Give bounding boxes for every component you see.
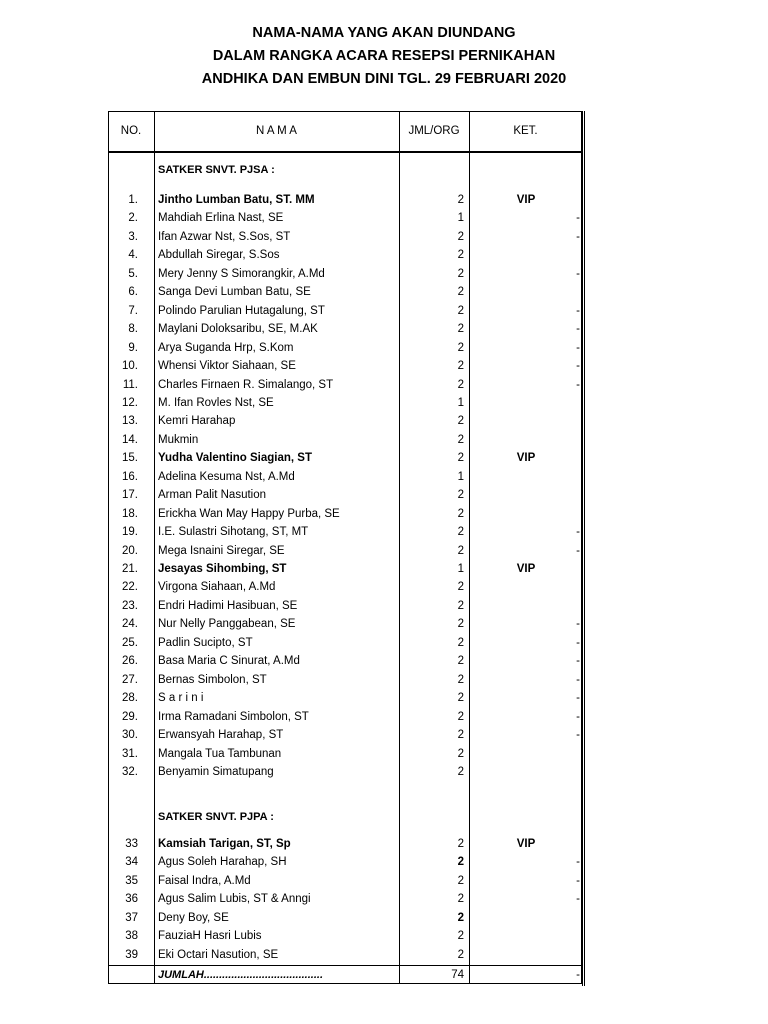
guest-name: Bernas Simbolon, ST [158,674,267,686]
guest-name: Yudha Valentino Siagian, ST [158,452,313,464]
guest-count: 2 [457,893,464,905]
guest-count: 1 [457,397,464,409]
guest-name: Padlin Sucipto, ST [158,637,253,649]
row-dash: - [576,268,580,280]
guest-name: Ifan Azwar Nst, S.Sos, ST [158,231,291,243]
guest-name: Agus Soleh Harahap, SH [158,856,287,868]
row-number: 2. [128,212,138,224]
row-number: 22. [122,581,138,593]
row-dash: - [576,545,580,557]
guest-count: 2 [457,949,464,961]
row-dash: - [576,212,580,224]
row-number: 26. [122,655,138,667]
guest-name: Faisal Indra, A.Md [158,875,251,887]
guest-count: 2 [457,711,464,723]
guest-name: Nur Nelly Panggabean, SE [158,618,296,630]
section-label-pjsa: SATKER SNVT. PJSA : [158,164,275,176]
document-title-line-2: DALAM RANGKA ACARA RESEPSI PERNIKAHAN [212,48,556,64]
guest-count: 2 [457,194,464,206]
row-number: 12. [122,397,138,409]
guest-name: Erickha Wan May Happy Purba, SE [158,508,340,520]
row-number: 4. [128,249,138,261]
document-title-line-3: ANDHIKA DAN EMBUN DINI TGL. 29 FEBRUARI 2020 [201,71,567,87]
guest-name: Jintho Lumban Batu, ST. MM [158,194,315,206]
row-number: 7. [128,305,138,317]
row-dash: - [576,231,580,243]
guest-count: 2 [457,618,464,630]
guest-count: 2 [457,489,464,501]
guest-name: Kamsiah Tarigan, ST, Sp [158,838,291,850]
guest-count: 2 [457,434,464,446]
guest-name: M. Ifan Rovles Nst, SE [158,397,274,409]
row-number: 14. [122,434,138,446]
row-dash: - [576,692,580,704]
guest-count: 2 [457,600,464,612]
guest-name: Deny Boy, SE [158,912,229,924]
total-dash: - [576,969,580,981]
guest-count: 2 [457,856,464,868]
guest-count: 1 [457,563,464,575]
header-ket: KET. [513,125,538,137]
total-label: JUMLAH....................................... [158,969,324,981]
row-dash: - [576,856,580,868]
row-dash: - [576,875,580,887]
guest-count: 2 [457,323,464,335]
guest-name: Erwansyah Harahap, ST [158,729,284,741]
guest-status: VIP [516,194,536,206]
guest-name: Benyamin Simatupang [158,766,274,778]
row-number: 25. [122,637,138,649]
row-number: 33 [125,838,138,850]
guest-name: Irma Ramadani Simbolon, ST [158,711,309,723]
row-number: 24. [122,618,138,630]
guest-count: 2 [457,249,464,261]
row-number: 15. [122,452,138,464]
row-number: 10. [122,360,138,372]
guest-name: Mangala Tua Tambunan [158,748,282,760]
guest-name: I.E. Sulastri Sihotang, ST, MT [158,526,309,538]
document-title-line-1: NAMA-NAMA YANG AKAN DIUNDANG [252,25,516,41]
guest-count: 2 [457,766,464,778]
guest-count: 2 [457,692,464,704]
row-number: 5. [128,268,138,280]
guest-name: Arya Suganda Hrp, S.Kom [158,342,294,354]
guest-count: 1 [457,212,464,224]
row-number: 16. [122,471,138,483]
row-dash: - [576,342,580,354]
row-number: 23. [122,600,138,612]
row-number: 17. [122,489,138,501]
guest-count: 2 [457,415,464,427]
guest-count: 2 [457,637,464,649]
row-dash: - [576,379,580,391]
guest-name: Mukmin [158,434,199,446]
row-dash: - [576,711,580,723]
header-no: NO. [120,125,142,137]
row-number: 38 [125,930,138,942]
row-number: 27. [122,674,138,686]
guest-name: Basa Maria C Sinurat, A.Md [158,655,300,667]
row-dash: - [576,637,580,649]
guest-count: 2 [457,581,464,593]
row-number: 35 [125,875,138,887]
guest-name: Mahdiah Erlina Nast, SE [158,212,284,224]
guest-count: 2 [457,655,464,667]
row-number: 31. [122,748,138,760]
table-right-double-border [582,111,585,986]
guest-count: 2 [457,286,464,298]
row-number: 13. [122,415,138,427]
guest-count: 2 [457,508,464,520]
guest-count: 2 [457,268,464,280]
guest-name: S a r i n i [158,692,204,704]
row-dash: - [576,618,580,630]
row-dash: - [576,729,580,741]
guest-name: Sanga Devi Lumban Batu, SE [158,286,311,298]
guest-status: VIP [516,563,536,575]
guest-name: Eki Octari Nasution, SE [158,949,279,961]
section-label-pjpa: SATKER SNVT. PJPA : [158,811,274,823]
guest-count: 2 [457,360,464,372]
row-number: 8. [128,323,138,335]
guest-name: Polindo Parulian Hutagalung, ST [158,305,325,317]
header-jml: JML/ORG [408,125,460,137]
guest-name: FauziaH Hasri Lubis [158,930,262,942]
guest-name: Arman Palit Nasution [158,489,267,501]
row-number: 29. [122,711,138,723]
guest-count: 2 [457,305,464,317]
row-dash: - [576,674,580,686]
row-number: 11. [122,379,138,391]
guest-name: Virgona Siahaan, A.Md [158,581,276,593]
guest-count: 2 [457,452,464,464]
row-number: 19. [122,526,138,538]
row-number: 1. [128,194,138,206]
guest-count: 2 [457,526,464,538]
guest-count: 2 [457,545,464,557]
guest-count: 2 [457,912,464,924]
guest-name: Charles Firnaen R. Simalango, ST [158,379,334,391]
total-value: 74 [451,969,464,981]
row-dash: - [576,305,580,317]
header-nama: N A M A [256,125,297,137]
row-number: 3. [128,231,138,243]
guest-count: 2 [457,875,464,887]
guest-name: Agus Salim Lubis, ST & Anngi [158,893,311,905]
row-number: 32. [122,766,138,778]
guest-status: VIP [516,838,536,850]
row-number: 37 [125,912,138,924]
guest-name: Kemri Harahap [158,415,236,427]
row-number: 28. [122,692,138,704]
guest-name: Endri Hadimi Hasibuan, SE [158,600,298,612]
guest-count: 2 [457,838,464,850]
guest-name: Maylani Doloksaribu, SE, M.AK [158,323,318,335]
row-dash: - [576,655,580,667]
guest-count: 2 [457,674,464,686]
row-number: 9. [128,342,138,354]
column-divider [469,111,470,984]
guest-count: 2 [457,231,464,243]
guest-name: Jesayas Sihombing, ST [158,563,287,575]
row-dash: - [576,526,580,538]
row-number: 36 [125,893,138,905]
column-divider [154,111,155,984]
guest-count: 1 [457,471,464,483]
row-number: 21. [122,563,138,575]
row-number: 6. [128,286,138,298]
row-number: 39 [125,949,138,961]
guest-count: 2 [457,729,464,741]
guest-status: VIP [516,452,536,464]
guest-name: Mery Jenny S Simorangkir, A.Md [158,268,325,280]
row-number: 34 [125,856,138,868]
guest-count: 2 [457,930,464,942]
guest-count: 2 [457,379,464,391]
guest-count: 2 [457,748,464,760]
row-dash: - [576,360,580,372]
row-dash: - [576,323,580,335]
row-dash: - [576,893,580,905]
guest-name: Whensi Viktor Siahaan, SE [158,360,296,372]
guest-name: Abdullah Siregar, S.Sos [158,249,280,261]
guest-name: Adelina Kesuma Nst, A.Md [158,471,295,483]
row-number: 30. [122,729,138,741]
row-number: 18. [122,508,138,520]
row-number: 20. [122,545,138,557]
guest-count: 2 [457,342,464,354]
guest-name: Mega Isnaini Siregar, SE [158,545,285,557]
